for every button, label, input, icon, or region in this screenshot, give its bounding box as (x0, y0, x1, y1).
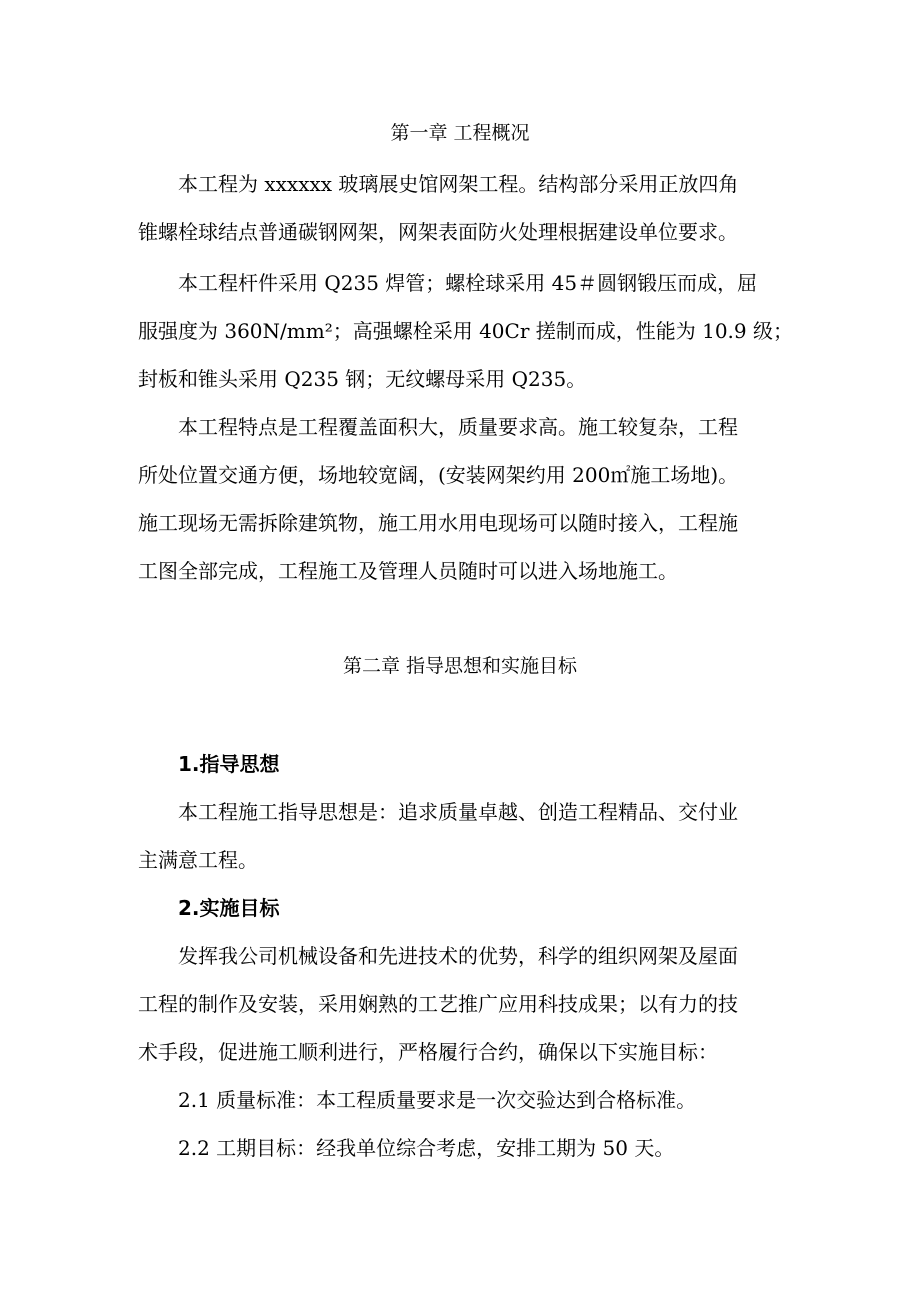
chapter1-p1-line1: 本工程为 xxxxxx 玻璃展史馆网架工程。结构部分采用正放四角 (178, 172, 739, 196)
section2-p-line3: 术手段，促进施工顺利进行，严格履行合约，确保以下实施目标： (138, 1040, 718, 1064)
section1-p-line1: 本工程施工指导思想是：追求质量卓越、创造工程精品、交付业 (178, 800, 738, 824)
chapter1-p3-line2: 所处位置交通方便，场地较宽阔，(安装网架约用 200㎡施工场地)。 (138, 463, 739, 487)
chapter1-p2-line2: 服强度为 360N/mm²；高强螺栓采用 40Cr 搓制而成，性能为 10.9 级； (138, 319, 793, 343)
chapter1-p3-line1: 本工程特点是工程覆盖面积大，质量要求高。施工较复杂，工程 (178, 415, 738, 439)
chapter1-title: 第一章 工程概况 (390, 122, 530, 144)
schedule-target-item: 2.2 工期目标：经我单位综合考虑，安排工期为 50 天。 (178, 1136, 675, 1160)
section2-p-line2: 工程的制作及安装，采用娴熟的工艺推广应用科技成果；以有力的技 (138, 992, 738, 1016)
chapter1-p3-line3: 施工现场无需拆除建筑物，施工用水用电现场可以随时接入，工程施 (138, 511, 738, 535)
chapter2-title: 第二章 指导思想和实施目标 (342, 655, 578, 677)
quality-standard-item: 2.1 质量标准：本工程质量要求是一次交验达到合格标准。 (178, 1088, 697, 1112)
section2-p-line1: 发挥我公司机械设备和先进技术的优势，科学的组织网架及屋面 (178, 944, 738, 968)
section1-p-line2: 主满意工程。 (138, 848, 258, 872)
section2-title: 2.实施目标 (178, 896, 280, 920)
chapter1-p1-line2: 锥螺栓球结点普通碳钢网架，网架表面防火处理根据建设单位要求。 (138, 220, 738, 244)
chapter1-p2-line3: 封板和锥头采用 Q235 钢；无纹螺母采用 Q235。 (138, 367, 587, 391)
chapter1-p2-line1: 本工程杆件采用 Q235 焊管；螺栓球采用 45＃圆钢锻压而成，屈 (178, 271, 758, 295)
section1-title: 1.指导思想 (178, 752, 280, 776)
chapter1-p3-line4: 工图全部完成，工程施工及管理人员随时可以进入场地施工。 (138, 559, 678, 583)
